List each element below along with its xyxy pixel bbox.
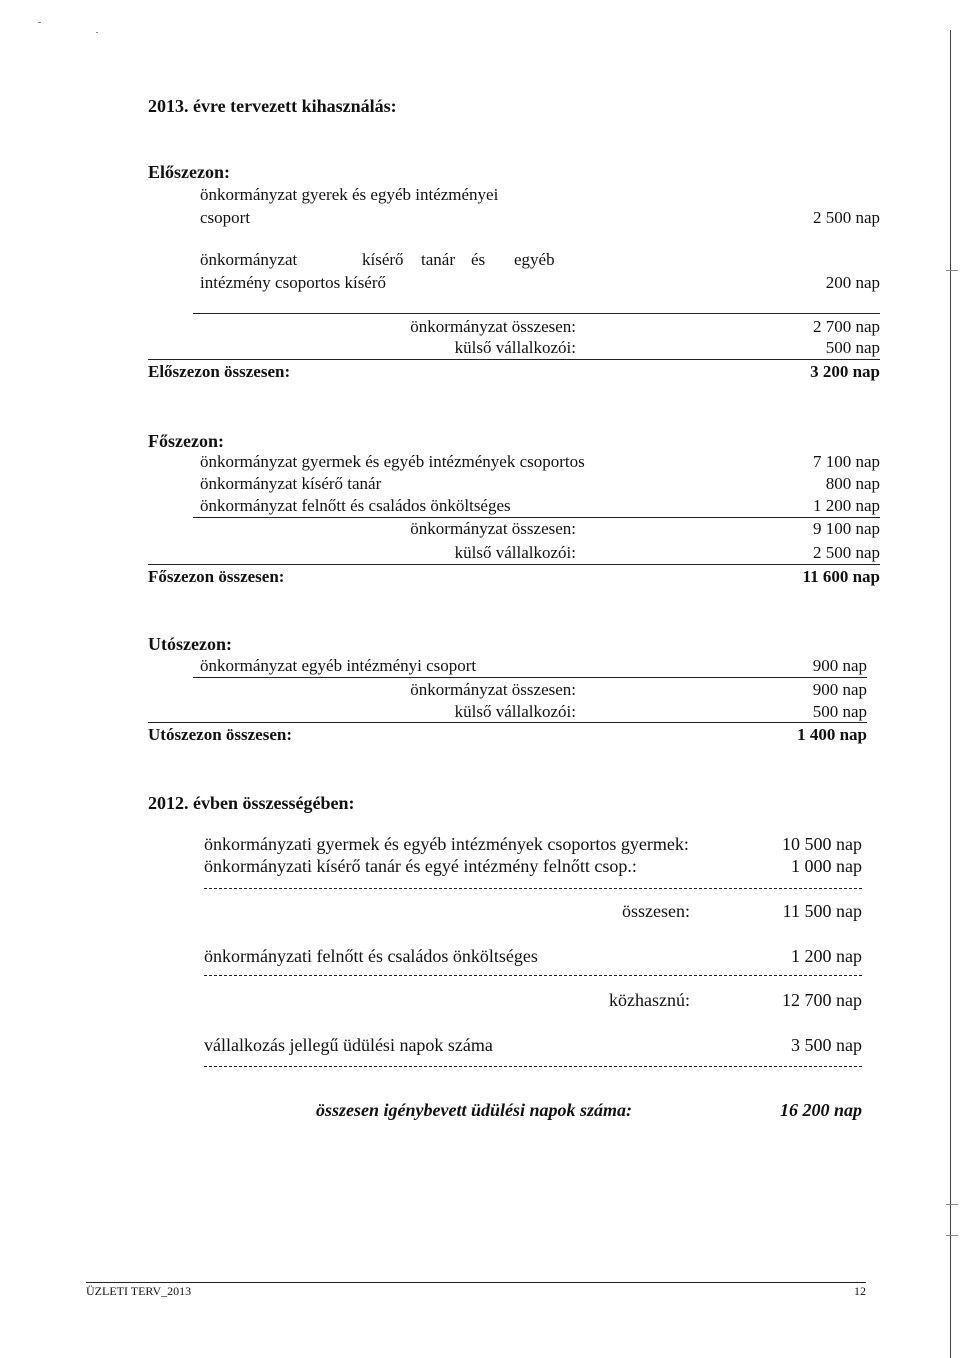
eloszezon-row1-label-b: csoport xyxy=(200,208,251,227)
eloszezon-row2-value: 200 nap xyxy=(825,273,880,292)
eloszezon-row2-word: önkormányzat xyxy=(200,250,298,269)
eloszezon-kulso-label: külső vállalkozói: xyxy=(454,338,576,357)
foszezon-total-value: 11 600 nap xyxy=(802,567,880,586)
ev2012-vallalkozas-label: vállalkozás jellegű üdülési napok száma xyxy=(204,1035,493,1055)
eloszezon-row2-word: és xyxy=(471,250,486,269)
foszezon-row-label: önkormányzat gyermek és egyéb intézmények csoportos xyxy=(200,452,585,471)
foszezon-row-value: 7 100 nap xyxy=(812,452,880,471)
foszezon-kulso-value: 2 500 nap xyxy=(812,543,880,562)
ev2012-row2-value: 1 000 nap xyxy=(791,856,862,876)
page-title: 2013. évre tervezett kihasználás: xyxy=(148,96,397,116)
eloszezon-row2-label-b: intézmény csoportos kísérő xyxy=(200,273,387,292)
eloszezon-row1-label-a: önkormányzat gyerek és egyéb intézményei xyxy=(200,185,499,204)
ev2012-dashed-separator xyxy=(204,888,862,889)
ev2012-row2-label: önkormányzati kísérő tanár és egyé intézmény felnőtt csop.: xyxy=(204,856,637,876)
utoszezon-row-label: önkormányzat egyéb intézményi csoport xyxy=(200,656,477,675)
utoszezon-total-label: Utószezon összesen: xyxy=(148,725,292,744)
ev2012-heading: 2012. évben összességében: xyxy=(148,793,355,813)
ev2012-felnott-label: önkormányzati felnőtt és családos önköltséges xyxy=(204,946,538,966)
eloszezon-separator-line xyxy=(193,313,880,314)
utoszezon-onk-value: 900 nap xyxy=(812,680,867,699)
ev2012-kozhasznu-label: közhasznú: xyxy=(609,990,690,1010)
foszezon-onk-value: 9 100 nap xyxy=(812,519,880,538)
ev2012-dashed-separator xyxy=(204,1066,862,1067)
ev2012-sum-label: összesen: xyxy=(622,901,690,921)
eloszezon-row1-value: 2 500 nap xyxy=(812,208,880,227)
scan-edge-tick xyxy=(946,270,958,271)
eloszezon-row2-word: tanár xyxy=(421,250,455,269)
scan-top-speck xyxy=(38,22,41,23)
footer-line xyxy=(86,1282,866,1283)
foszezon-kulso-label: külső vállalkozói: xyxy=(454,543,576,562)
ev2012-grand-label: összesen igénybevett üdülési napok száma: xyxy=(316,1100,633,1120)
footer-page-number: 12 xyxy=(854,1284,866,1298)
utoszezon-total-value: 1 400 nap xyxy=(797,725,867,744)
ev2012-kozhasznu-value: 12 700 nap xyxy=(782,990,862,1010)
eloszezon-total-label: Előszezon összesen: xyxy=(148,362,291,381)
foszezon-total-label: Főszezon összesen: xyxy=(148,567,285,586)
ev2012-grand-value: 16 200 nap xyxy=(779,1100,862,1120)
foszezon-row-value: 800 nap xyxy=(825,474,880,493)
utoszezon-onk-label: önkormányzat összesen: xyxy=(410,680,576,699)
scan-top-speck xyxy=(96,32,98,33)
foszezon-onk-label: önkormányzat összesen: xyxy=(410,519,576,538)
ev2012-row1-label: önkormányzati gyermek és egyéb intézmények csoportos gyermek: xyxy=(204,834,689,854)
ev2012-dashed-separator xyxy=(204,975,862,976)
foszezon-row-label: önkormányzat kísérő tanár xyxy=(200,474,382,493)
foszezon-total-line xyxy=(148,564,880,565)
utoszezon-total-line xyxy=(148,722,867,723)
utoszezon-kulso-label: külső vállalkozói: xyxy=(454,702,576,721)
ev2012-vallalkozas-value: 3 500 nap xyxy=(791,1035,862,1055)
eloszezon-total-value: 3 200 nap xyxy=(810,362,880,381)
eloszezon-row2-word: egyéb xyxy=(514,250,555,269)
ev2012-sum-value: 11 500 nap xyxy=(782,901,862,921)
scan-edge-line xyxy=(950,30,951,1358)
ev2012-felnott-value: 1 200 nap xyxy=(791,946,862,966)
utoszezon-row-value: 900 nap xyxy=(812,656,867,675)
eloszezon-kulso-value: 500 nap xyxy=(825,338,880,357)
eloszezon-heading: Előszezon: xyxy=(148,162,230,182)
foszezon-row-value: 1 200 nap xyxy=(812,496,880,515)
scan-edge-tick xyxy=(946,1235,958,1236)
scan-edge-tick xyxy=(946,1204,958,1205)
eloszezon-onk-label: önkormányzat összesen: xyxy=(410,317,576,336)
foszezon-row-label: önkormányzat felnőtt és családos önköltséges xyxy=(200,496,511,515)
foszezon-heading: Főszezon: xyxy=(148,431,224,451)
footer-doc-name: ÜZLETI TERV_2013 xyxy=(86,1284,192,1298)
eloszezon-onk-value: 2 700 nap xyxy=(812,317,880,336)
eloszezon-row2-word: kísérő xyxy=(362,250,404,269)
ev2012-row1-value: 10 500 nap xyxy=(782,834,862,854)
utoszezon-separator-line xyxy=(193,677,867,678)
eloszezon-total-line xyxy=(148,359,880,360)
utoszezon-heading: Utószezon: xyxy=(148,634,232,654)
foszezon-separator-line xyxy=(193,517,880,518)
utoszezon-kulso-value: 500 nap xyxy=(812,702,867,721)
